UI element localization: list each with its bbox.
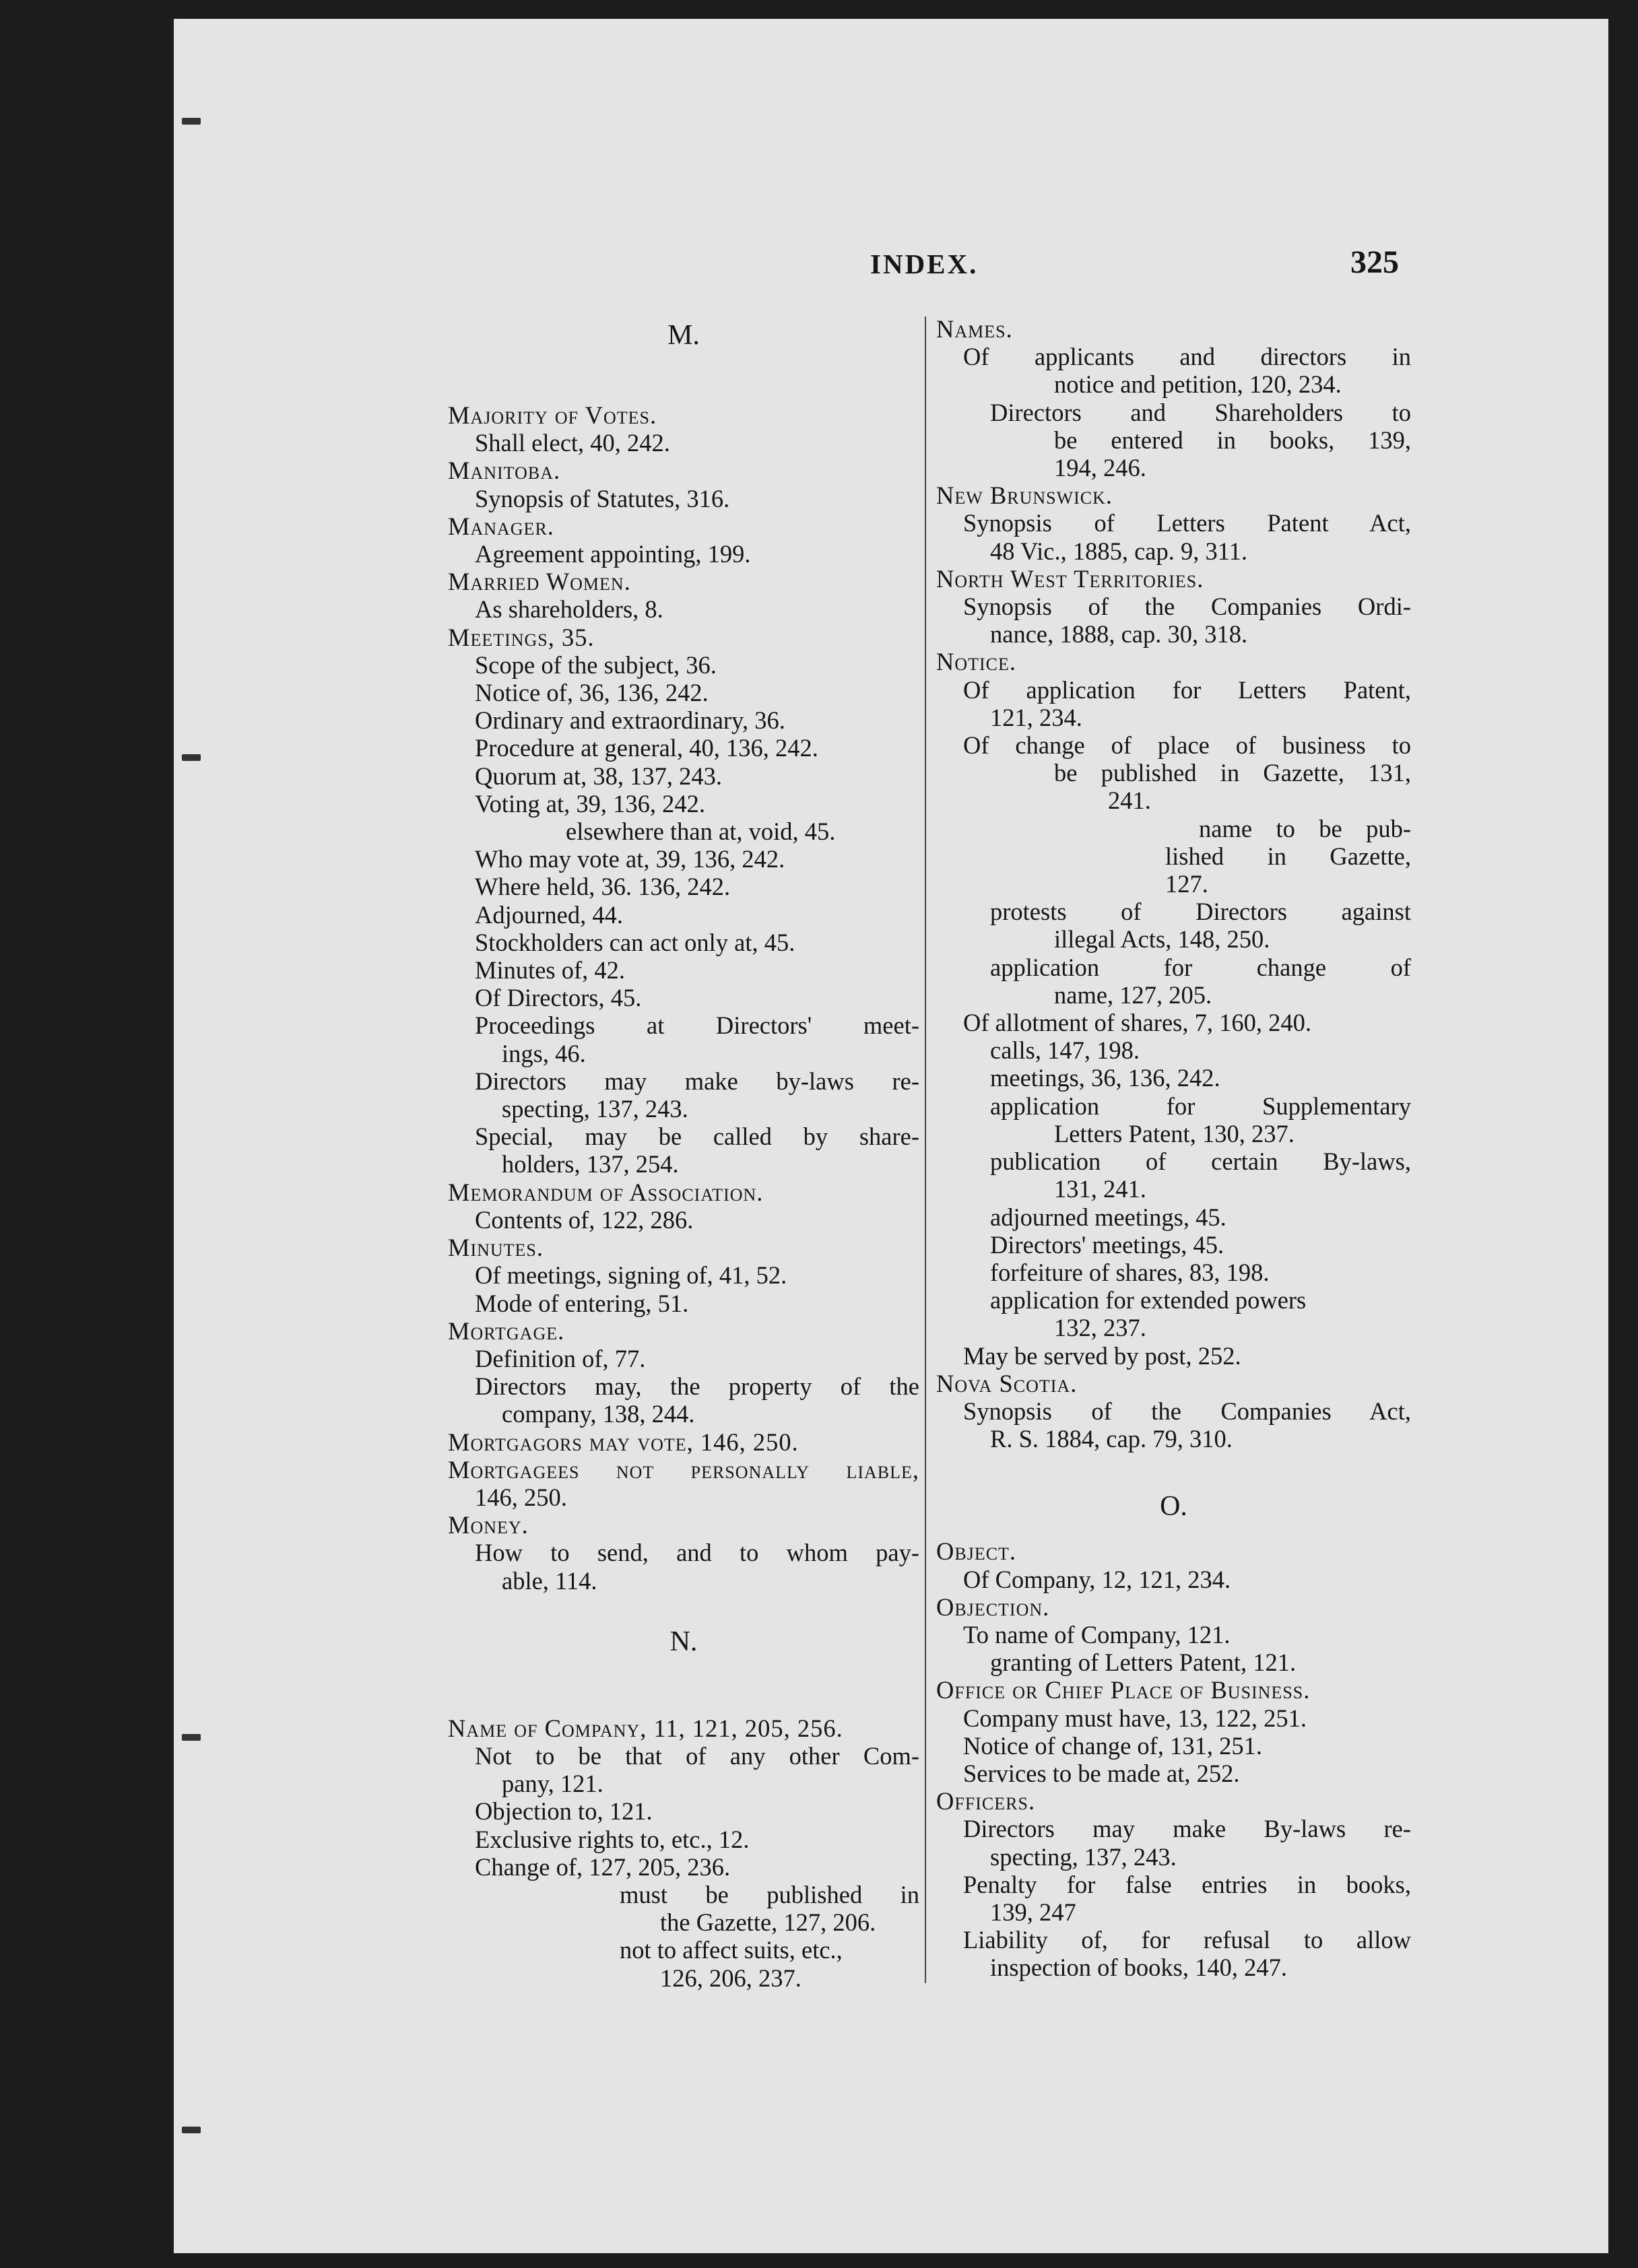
index-heading: Money.	[448, 1511, 529, 1539]
index-subentry: Notice of, 36, 136, 242.	[475, 679, 709, 707]
index-subentry: name, 127, 205.	[1054, 980, 1212, 1009]
index-subentry: Scope of the subject, 36.	[475, 651, 717, 679]
index-subentry: specting, 137, 243.	[502, 1095, 688, 1123]
index-subentry: R. S. 1884, cap. 79, 310.	[990, 1425, 1233, 1453]
index-subentry: holders, 137, 254.	[502, 1150, 679, 1178]
index-heading: Majority of Votes.	[448, 401, 657, 429]
index-subentry: Services to be made at, 252.	[963, 1759, 1240, 1787]
index-subentry: Voting at, 39, 136, 242.	[475, 789, 706, 818]
index-subentry: the Gazette, 127, 206.	[660, 1908, 876, 1937]
index-subentry: Objection to, 121.	[475, 1797, 653, 1826]
index-heading: Mortgagees not personally liable,	[448, 1455, 919, 1483]
index-subentry: name to be pub-	[1199, 814, 1411, 842]
index-subentry: Stockholders can act only at, 45.	[475, 928, 795, 956]
index-subentry: Not to be that of any other Com-	[475, 1741, 919, 1770]
index-subentry: publication of certain By-laws,	[990, 1147, 1411, 1176]
index-subentry: Procedure at general, 40, 136, 242.	[475, 734, 818, 762]
index-subentry: Where held, 36. 136, 242.	[475, 873, 731, 901]
index-subentry: Of meetings, signing of, 41, 52.	[475, 1261, 787, 1290]
index-subentry: meetings, 36, 136, 242.	[990, 1064, 1220, 1092]
index-subentry: application for extended powers	[990, 1286, 1307, 1314]
binding-stitch	[182, 754, 201, 761]
index-subentry: 139, 247	[990, 1898, 1076, 1926]
index-subentry: Synopsis of Statutes, 316.	[475, 484, 730, 512]
index-subentry: 126, 206, 237.	[660, 1964, 801, 1992]
index-heading: Minutes.	[448, 1234, 544, 1262]
index-heading: Officers.	[936, 1787, 1036, 1815]
section-letter-n: N.	[669, 1626, 698, 1657]
index-subentry: Special, may be called by share-	[475, 1123, 919, 1151]
index-subentry: Directors may make by-laws re-	[475, 1067, 919, 1095]
index-subentry: Contents of, 122, 286.	[475, 1205, 694, 1234]
left-column	[448, 320, 919, 1992]
index-subentry: Change of, 127, 205, 236.	[475, 1853, 731, 1881]
binding-stitch	[182, 118, 201, 125]
index-subentry: able, 114.	[502, 1566, 597, 1595]
index-subentry: 241.	[1108, 787, 1151, 815]
index-subentry: nance, 1888, cap. 30, 318.	[990, 620, 1248, 648]
index-subentry: Minutes of, 42.	[475, 956, 626, 985]
index-subentry: specting, 137, 243.	[990, 1842, 1177, 1871]
page-number: 325	[1350, 244, 1399, 280]
index-subentry: Of application for Letters Patent,	[963, 675, 1411, 704]
index-subentry: 127.	[1165, 870, 1208, 898]
index-subentry: notice and petition, 120, 234.	[1054, 370, 1342, 399]
index-subentry: Company must have, 13, 122, 251.	[963, 1704, 1307, 1732]
index-subentry: Directors may make By-laws re-	[963, 1815, 1411, 1843]
index-subentry: application for change of	[990, 953, 1411, 981]
index-subentry: Penalty for false entries in books,	[963, 1870, 1411, 1898]
index-heading: Manager.	[448, 512, 554, 540]
index-heading: Memorandum of Association.	[448, 1178, 764, 1206]
index-subentry: Definition of, 77.	[475, 1344, 646, 1372]
index-subentry: elsewhere than at, void, 45.	[566, 818, 836, 846]
index-subentry: inspection of books, 140, 247.	[990, 1954, 1288, 1982]
index-subentry: Directors' meetings, 45.	[990, 1230, 1224, 1259]
index-subentry: forfeiture of shares, 83, 198.	[990, 1258, 1270, 1286]
index-heading: North West Territories.	[936, 564, 1204, 593]
index-subentry: Of Directors, 45.	[475, 984, 642, 1012]
index-subentry: Mode of entering, 51.	[475, 1289, 689, 1317]
column-divider	[925, 316, 926, 1983]
binding-stitch	[182, 1734, 201, 1741]
index-subentry: Shall elect, 40, 242.	[475, 429, 670, 457]
index-subentry: To name of Company, 121.	[963, 1620, 1231, 1648]
index-subentry: protests of Directors against	[990, 898, 1411, 926]
index-subentry: Liability of, for refusal to allow	[963, 1926, 1411, 1954]
index-subentry: Synopsis of Letters Patent Act,	[963, 509, 1411, 537]
index-subentry: 121, 234.	[990, 703, 1082, 731]
section-letter-o: O.	[1160, 1491, 1187, 1523]
index-heading: Name of Company, 11, 121, 205, 256.	[448, 1714, 843, 1742]
index-heading: Objection.	[936, 1593, 1050, 1621]
index-subentry: Proceedings at Directors' meet-	[475, 1011, 919, 1040]
index-subentry: lished in Gazette,	[1165, 842, 1411, 870]
index-heading: Object.	[936, 1537, 1017, 1566]
index-subentry: Of Company, 12, 121, 234.	[963, 1565, 1231, 1593]
index-subentry: be published in Gazette, 131,	[1054, 759, 1411, 787]
right-column	[936, 315, 1411, 1982]
section-letter-m: M.	[667, 320, 700, 351]
index-subentry: Notice of change of, 131, 251.	[963, 1731, 1262, 1760]
index-entries-n	[448, 1714, 919, 1992]
index-heading: Mortgage.	[448, 1316, 565, 1345]
index-heading: Nova Scotia.	[936, 1369, 1078, 1397]
index-subentry: adjourned meetings, 45.	[990, 1203, 1226, 1231]
index-heading: Notice.	[936, 648, 1017, 676]
index-subentry: Synopsis of the Companies Act,	[963, 1397, 1411, 1425]
index-subentry: Who may vote at, 39, 136, 242.	[475, 845, 785, 873]
index-heading: Mortgagors may vote, 146, 250.	[448, 1428, 799, 1456]
index-heading: New Brunswick.	[936, 481, 1113, 510]
index-subentry: Adjourned, 44.	[475, 900, 623, 929]
running-head: INDEX.	[870, 248, 979, 279]
index-subentry: Directors and Shareholders to	[990, 398, 1411, 426]
index-subentry: 48 Vic., 1885, cap. 9, 311.	[990, 537, 1248, 565]
index-heading: Manitoba.	[448, 457, 561, 485]
index-subentry: Of change of place of business to	[963, 731, 1411, 760]
index-heading: Office or Chief Place of Business.	[936, 1676, 1311, 1704]
index-subentry: Synopsis of the Companies Ordi-	[963, 593, 1411, 621]
index-subentry: Agreement appointing, 199.	[475, 540, 751, 568]
index-subentry: pany, 121.	[502, 1770, 603, 1798]
index-entries-m	[448, 401, 919, 1595]
index-subentry: application for Supplementary	[990, 1092, 1411, 1120]
index-subentry: must be published in	[620, 1880, 919, 1908]
index-subentry: Ordinary and extraordinary, 36.	[475, 706, 785, 735]
index-subentry: 132, 237.	[1054, 1314, 1146, 1342]
index-subentry: Letters Patent, 130, 237.	[1054, 1119, 1295, 1147]
index-subentry: Quorum at, 38, 137, 243.	[475, 762, 722, 790]
index-subentry: May be served by post, 252.	[963, 1341, 1241, 1370]
index-subentry: ings, 46.	[502, 1039, 586, 1067]
index-subentry: 194, 246.	[1054, 454, 1146, 482]
index-subentry: company, 138, 244.	[502, 1400, 695, 1428]
index-subentry: Of allotment of shares, 7, 160, 240.	[963, 1009, 1311, 1037]
index-entries-n-cont	[936, 315, 1411, 1453]
binding-stitch	[182, 2127, 201, 2133]
index-heading: Married Women.	[448, 568, 631, 596]
index-subentry: 146, 250.	[475, 1483, 567, 1511]
index-subentry: granting of Letters Patent, 121.	[990, 1648, 1297, 1677]
index-subentry: calls, 147, 198.	[990, 1036, 1140, 1065]
index-subentry: 131, 241.	[1054, 1175, 1146, 1203]
index-subentry: How to send, and to whom pay-	[475, 1539, 919, 1567]
index-subentry: be entered in books, 139,	[1054, 426, 1411, 454]
index-subentry: illegal Acts, 148, 250.	[1054, 925, 1270, 954]
index-entries-o	[936, 1537, 1411, 1981]
index-subentry: As shareholders, 8.	[475, 595, 663, 624]
index-heading: Names.	[936, 315, 1013, 343]
index-subentry: not to affect suits, etc.,	[620, 1936, 843, 1964]
index-subentry: Exclusive rights to, etc., 12.	[475, 1825, 750, 1853]
index-subentry: Of applicants and directors in	[963, 343, 1411, 371]
index-heading: Meetings, 35.	[448, 623, 595, 651]
index-subentry: Directors may, the property of the	[475, 1372, 919, 1401]
